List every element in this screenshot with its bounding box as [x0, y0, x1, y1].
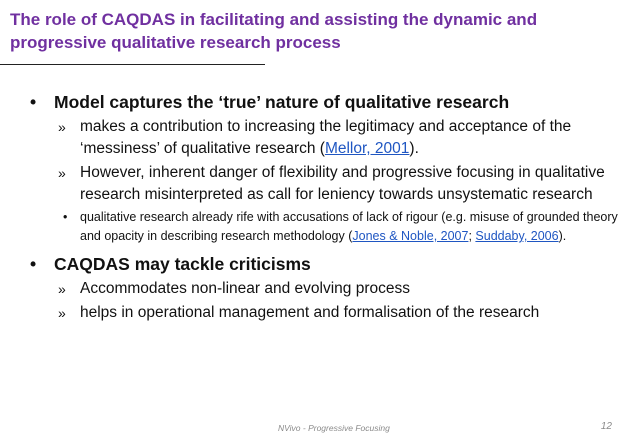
slide-content	[30, 90, 620, 324]
bullet-caqdas-criticisms	[30, 252, 620, 276]
sub-bullet-text: However, inherent danger of flexibility and progressive focusing in qualitative research misinterpreted as call for leniency towards unsystematic research	[80, 164, 605, 203]
sub-sub-bullet-marker: •	[63, 210, 68, 224]
sub-bullet-marker: »	[58, 119, 66, 135]
bullet-marker: •	[30, 254, 37, 274]
slide-title	[10, 8, 620, 54]
bullet-marker: •	[30, 92, 37, 112]
sub-bullet-non-linear	[30, 278, 620, 300]
sub-bullet-operational-management	[30, 302, 620, 324]
sub-bullet-marker: »	[58, 165, 66, 181]
sub-bullet-text: Accommodates non-linear and evolving process	[80, 280, 410, 297]
citation-separator: ;	[468, 229, 476, 243]
sub-bullet-text-end: ).	[409, 140, 419, 157]
title-divider	[0, 64, 265, 65]
slide-footer: NVivo - Progressive Focusing	[278, 423, 390, 433]
sub-bullet-legitimacy	[30, 116, 620, 160]
citation-link-jones-noble-2007[interactable]: Jones & Noble, 2007	[352, 229, 469, 243]
sub-bullet-text: helps in operational management and formalisation of the research	[80, 304, 540, 321]
sub-sub-bullet-text-end: ).	[558, 229, 567, 243]
slide-title-line-1: The role of CAQDAS in facilitating and assisting the dynamic and	[10, 10, 538, 29]
sub-bullet-marker: »	[58, 305, 66, 321]
sub-bullet-text: makes a contribution to increasing the legitimacy and acceptance of the ‘messiness’ of qualitative research (	[80, 118, 572, 157]
citation-link-mellor-2001[interactable]: Mellor, 2001	[324, 140, 410, 157]
sub-sub-bullet-accusations	[30, 208, 620, 246]
sub-sub-bullet-text: qualitative research already rife with accusations of lack of rigour (e.g. misuse of grounded theory and opacity in describing research methodology (	[80, 210, 618, 243]
sub-bullet-marker: »	[58, 281, 66, 297]
sub-bullet-inherent-danger	[30, 162, 620, 206]
page-number: 12	[600, 421, 612, 432]
slide-title-line-2: progressive qualitative research process	[10, 33, 341, 52]
bullet-text: Model captures the ‘true’ nature of qualitative research	[54, 92, 510, 112]
citation-link-suddaby-2006[interactable]: Suddaby, 2006	[475, 229, 559, 243]
bullet-text: CAQDAS may tackle criticisms	[54, 254, 311, 274]
bullet-model-captures	[30, 90, 620, 114]
